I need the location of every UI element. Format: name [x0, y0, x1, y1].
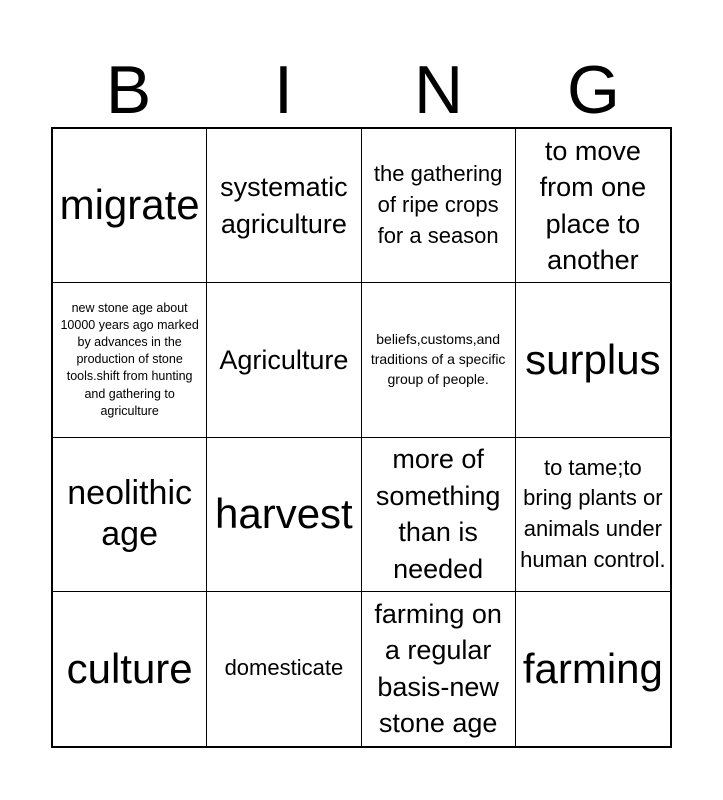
cell-text: neolithic age — [67, 474, 192, 554]
cell-text: migrate — [59, 181, 200, 229]
cell-text: to tame;to bring plants or animals under human control. — [520, 454, 666, 572]
bingo-cell-r4c3[interactable] — [362, 592, 516, 746]
cell-text: culture — [66, 644, 193, 692]
bingo-cell-r4c1[interactable] — [53, 592, 207, 746]
cell-text: systematic agriculture — [220, 172, 348, 239]
bingo-cell-r1c1[interactable] — [53, 129, 207, 283]
cell-text: beliefs,customs,and traditions of a specific group of people. — [370, 331, 506, 387]
header-letter-g: G — [567, 52, 620, 128]
header-letter-n: N — [413, 52, 464, 128]
cell-text: harvest — [215, 489, 353, 537]
cell-text: more of something than is needed — [375, 444, 501, 584]
bingo-cell-r2c3[interactable] — [362, 283, 516, 437]
bingo-cell-r3c2[interactable] — [207, 438, 361, 592]
cell-text: Agriculture — [219, 344, 349, 375]
header-letter-b: B — [105, 52, 152, 128]
bingo-header — [51, 52, 671, 128]
bingo-cell-r3c3[interactable] — [362, 438, 516, 592]
bingo-cell-r1c2[interactable] — [207, 129, 361, 283]
bingo-cell-r1c4[interactable] — [516, 129, 670, 283]
cell-text: to move from one place to another — [539, 135, 647, 276]
bingo-cell-r2c1[interactable] — [53, 283, 207, 437]
cell-text: new stone age about 10000 years ago marked by advances in the production of stone tools.shift from hunting and gathering to agriculture — [60, 300, 199, 418]
bingo-cell-r4c4[interactable] — [516, 592, 670, 746]
cell-text: farming — [522, 644, 663, 692]
bingo-cell-r3c1[interactable] — [53, 438, 207, 592]
cell-text: domesticate — [224, 655, 344, 681]
cell-text: farming on a regular basis-new stone age — [374, 599, 502, 739]
bingo-cell-r1c3[interactable] — [362, 129, 516, 283]
bingo-board — [51, 127, 672, 748]
bingo-cell-r4c2[interactable] — [207, 592, 361, 746]
bingo-cell-r3c4[interactable] — [516, 438, 670, 592]
bingo-cell-r2c2[interactable] — [207, 283, 361, 437]
cell-text: surplus — [525, 335, 661, 383]
bingo-cell-r2c4[interactable] — [516, 283, 670, 437]
cell-text: the gathering of ripe crops for a season — [373, 161, 503, 249]
header-letter-i: I — [274, 52, 293, 128]
